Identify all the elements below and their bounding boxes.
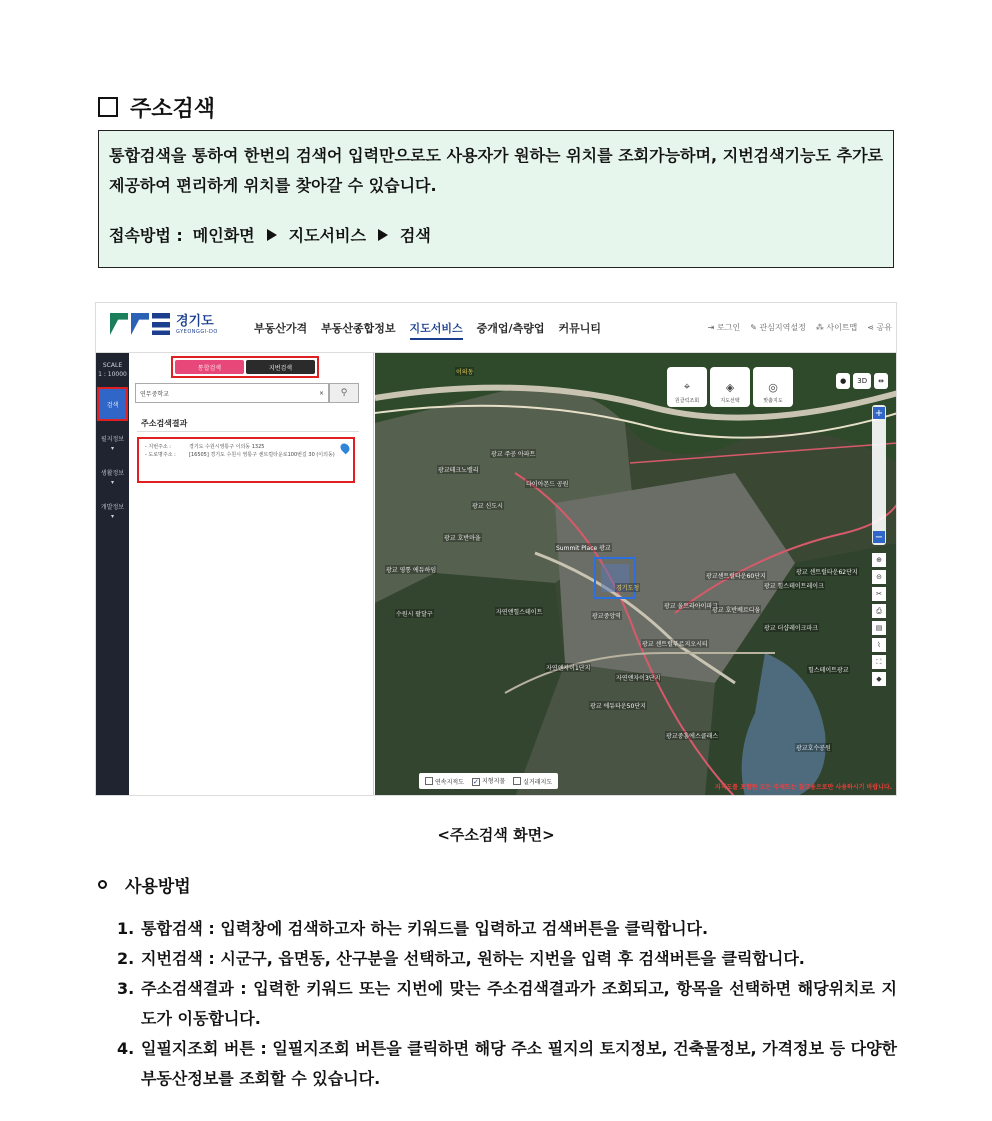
- tab-parcel-search[interactable]: 지번검색: [246, 360, 315, 374]
- main-menu: [254, 320, 601, 340]
- map-mode-buttons: [836, 373, 888, 389]
- map-label: Summit Place 광교: [556, 545, 611, 552]
- map-label: 광교 센트럴푸르지오시티: [642, 641, 708, 648]
- list-item: 1. 통합검색 : 입력창에 검색하고자 하는 키워드를 입력하고 검색버튼을 클릭합니다.: [117, 919, 709, 938]
- login-link[interactable]: ⇥ 로그인: [707, 323, 741, 332]
- layers-icon: ◈: [725, 381, 735, 394]
- search-panel: [129, 353, 374, 796]
- map-label: 광교 센트럴타운62단지: [796, 569, 858, 576]
- access-step-3: 검색: [399, 226, 431, 245]
- layer-transactions[interactable]: 실거래지도: [513, 777, 552, 786]
- map-label: 광교 힐스테이트레이크: [764, 583, 824, 590]
- share-link[interactable]: ⋖ 공유: [867, 323, 892, 332]
- sitemap-link[interactable]: ⁂ 사이트맵: [815, 323, 858, 332]
- layer-cadastral[interactable]: 연속지적도: [425, 777, 464, 786]
- search-icon: ⚲: [340, 388, 348, 398]
- menu-item-map[interactable]: 지도서비스: [410, 320, 463, 340]
- map-label: 광교중흥에스클래스: [666, 733, 719, 740]
- custom-map-button[interactable]: ◎ 맞춤지도: [753, 367, 793, 407]
- logo-korean: 경기도: [176, 313, 214, 329]
- eraser-icon[interactable]: ◆: [872, 672, 886, 686]
- map-tool-group: [667, 367, 793, 407]
- arrow-right-icon: [378, 229, 388, 241]
- square-bullet-icon: [98, 97, 118, 117]
- map-label: 광교 신도시: [472, 503, 503, 510]
- print-icon[interactable]: ⎙: [872, 604, 886, 618]
- top-navigation: [96, 303, 897, 353]
- map-label: 광교중앙역: [592, 613, 621, 620]
- map-label: 자연앤자이1단지: [546, 665, 591, 672]
- clear-icon[interactable]: ×: [318, 389, 324, 397]
- map-label: 자연앤힐스테이트: [496, 609, 543, 616]
- 3d-button[interactable]: 3D: [853, 373, 871, 389]
- fullscreen-icon[interactable]: ⛶: [872, 655, 886, 669]
- access-path: [109, 223, 883, 246]
- zoom-in-button[interactable]: +: [874, 407, 884, 419]
- list-item: 3. 주소검색결과 : 입력한 키워드 또는 지번에 맞는 주소검색결과가 조회되고, 항목을 선택하면 해당위치로 지도가 이동합니다.: [117, 979, 897, 1028]
- map-label: 다이아몬드 공원: [526, 481, 569, 488]
- map-label: 광교 호반베르디움: [712, 607, 761, 614]
- map-label: 자연앤자이3단지: [616, 675, 661, 682]
- utility-links: [708, 322, 892, 333]
- notice-box: [98, 130, 894, 268]
- menu-item-info[interactable]: 부동산종합정보: [321, 322, 396, 335]
- result-item[interactable]: - 지번주소 : 경기도 수원시영통구 이의동 1325 - 도로명주소 : [16505] 경기도 수원시 영통구 센트럴타운로100번길 30 (이의동): [137, 437, 355, 483]
- dev-info-button[interactable]: 개발정보 ▾: [100, 504, 125, 520]
- section-title: [98, 92, 215, 122]
- search-bar: [135, 383, 359, 403]
- checkbox-checked-icon: ✓: [473, 778, 479, 786]
- divider: [137, 431, 359, 432]
- parcel-info-button[interactable]: 필지정보 ▾: [100, 436, 125, 452]
- map-label: 광교 호반마을: [444, 535, 481, 542]
- list-item: 4. 일필지조회 버튼 : 일필지조회 버튼을 클릭하면 해당 주소 필지의 토지정보, 건축물정보, 가격정보 등 다양한 부동산정보를 조회할 수 있습니다.: [117, 1039, 897, 1088]
- road-address: [16505] 경기도 수원시 영통구 센트럴타운로100번길 30 (이의동): [189, 452, 335, 458]
- map-label: 광교 울트라아이파크: [664, 603, 719, 610]
- search-button[interactable]: [329, 383, 359, 403]
- arrow-right-icon: [267, 229, 277, 241]
- section-title-text: 주소검색: [130, 96, 216, 122]
- map-label: 광교 주공 아파트: [491, 451, 536, 458]
- map-label: 경기도청: [616, 585, 640, 592]
- menu-item-community[interactable]: 커뮤니티: [558, 322, 601, 335]
- scissors-icon[interactable]: ✂: [872, 587, 886, 601]
- search-tabs: [171, 356, 319, 378]
- locate-icon[interactable]: ⊕: [872, 553, 886, 567]
- checkbox-icon: [513, 777, 521, 785]
- jibun-address: 경기도 수원시영통구 이의동 1325: [189, 444, 265, 450]
- map-label: 광교 더샵레이크파크: [764, 625, 819, 632]
- map-label: 이의동: [456, 369, 474, 376]
- circle-bullet-icon: [98, 880, 107, 889]
- living-info-button[interactable]: 생활정보 ▾: [100, 470, 125, 486]
- zoom-control[interactable]: [872, 405, 886, 545]
- result-title: 주소검색결과: [141, 419, 188, 428]
- map-label: 광교호수공원: [796, 745, 831, 752]
- one-click-lookup-button[interactable]: ⌖ 원클릭조회: [667, 367, 707, 407]
- map-select-button[interactable]: ◈ 지도선택: [710, 367, 750, 407]
- menu-item-broker[interactable]: 중개업/측량업: [476, 322, 545, 335]
- measure-icon[interactable]: ⊝: [872, 570, 886, 584]
- map-side-tools: [872, 553, 886, 686]
- logo-mark-icon: [110, 313, 170, 335]
- checkbox-icon: [425, 777, 433, 785]
- map-label: 광교 영통 에듀하임: [386, 567, 437, 574]
- map-label: 광교센트럴타운60단지: [706, 573, 766, 580]
- layer-toggles: [419, 773, 558, 789]
- compare-button[interactable]: [874, 373, 888, 389]
- logo-english: GYEONGGI-DO: [176, 328, 218, 335]
- zoom-out-button[interactable]: −: [874, 531, 884, 543]
- gyeonggi-logo[interactable]: [110, 313, 218, 335]
- figure-caption: <주소검색 화면>: [437, 826, 555, 844]
- left-toolbar: [96, 353, 129, 796]
- menu-item-price[interactable]: 부동산가격: [254, 322, 308, 335]
- map-warning: 지적도를 포함한 모든 주제도는 참고용으로만 사용하시기 바랍니다.: [714, 784, 892, 791]
- access-step-2: 지도서비스: [288, 226, 366, 245]
- person-icon: ●: [840, 377, 847, 385]
- scale-indicator: SCALE 1 : 10000: [98, 362, 127, 378]
- access-step-1: 메인화면: [192, 226, 255, 245]
- save-icon[interactable]: ▤: [872, 621, 886, 635]
- notice-text: 통합검색을 통하여 한번의 검색어 입력만으로도 사용자가 원하는 위치를 조회가능하며, 지번검색기능도 추가로 제공하여 편리하게 위치를 찾아갈 수 있습니다.: [109, 146, 883, 195]
- left-search-button[interactable]: 검색: [97, 387, 128, 421]
- access-label: 접속방법 :: [109, 226, 183, 245]
- target-icon: ◎: [768, 381, 778, 394]
- address-search-screenshot: [95, 302, 897, 796]
- split-view-icon: ⇹: [878, 377, 884, 385]
- cursor-click-icon: ⌖: [683, 380, 691, 393]
- satellite-map[interactable]: [375, 353, 897, 796]
- list-item: 2. 지번검색 : 시군구, 읍면동, 산구분을 선택하고, 원하는 지번을 입력 후 검색버튼을 클릭합니다.: [117, 949, 805, 968]
- map-label: 수원시 팔달구: [396, 611, 433, 618]
- usage-steps: [117, 914, 897, 1094]
- street-view-button[interactable]: [836, 373, 850, 389]
- search-input[interactable]: 연무중학교 ×: [135, 383, 329, 403]
- map-label: 광교 에듀타운50단지: [590, 703, 646, 710]
- interest-area-link[interactable]: ✎ 관심지역설정: [750, 323, 806, 332]
- pin-icon[interactable]: ⌇: [872, 638, 886, 652]
- map-label: 광교테크노밸리: [438, 467, 479, 474]
- layer-terrain[interactable]: ✓ 지형지물: [473, 778, 506, 786]
- map-label: 힐스테이트광교: [808, 667, 849, 674]
- tab-integrated-search[interactable]: 통합검색: [175, 360, 244, 374]
- usage-title: 사용방법: [98, 872, 191, 897]
